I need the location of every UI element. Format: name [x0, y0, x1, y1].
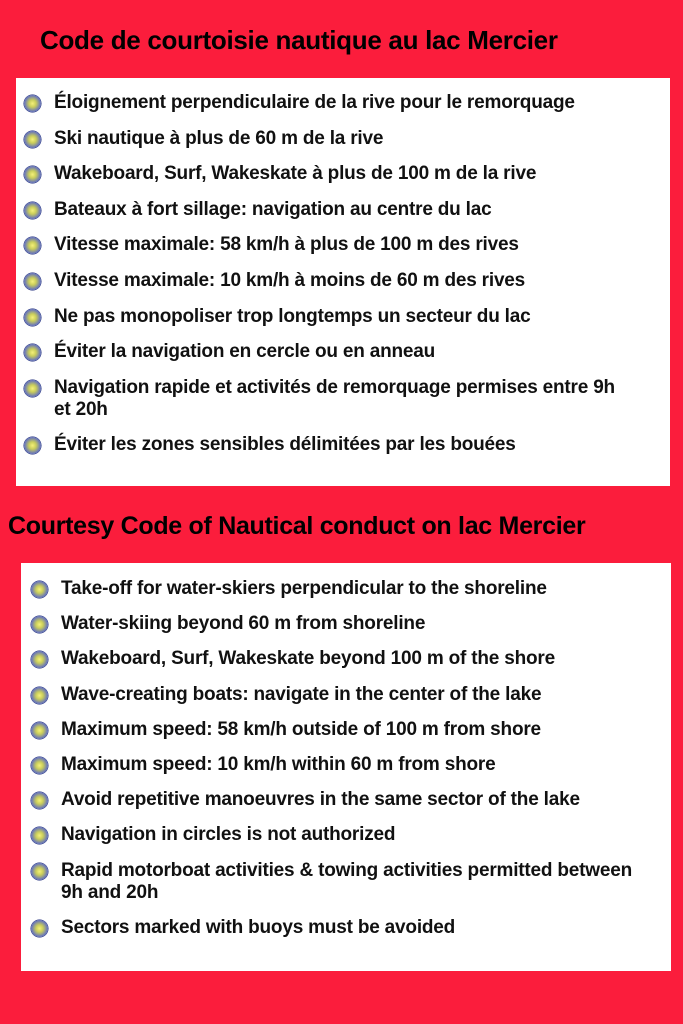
english-rules-list	[21, 563, 671, 939]
bullet-icon	[31, 863, 48, 880]
french-title: Code de courtoisie nautique au lac Mercier	[40, 25, 558, 55]
english-rule-item	[31, 754, 671, 776]
english-rule-item	[31, 789, 671, 811]
french-rule-text: Ne pas monopoliser trop longtemps un secteur du lac	[54, 305, 531, 327]
french-rule-item	[24, 270, 670, 292]
bullet-icon	[31, 616, 48, 633]
english-rule-text: Wave-creating boats: navigate in the center of the lake	[61, 683, 542, 705]
english-title: Courtesy Code of Nautical conduct on lac Mercier	[8, 512, 586, 540]
bullet-icon	[24, 166, 41, 183]
english-rule-text: Water-skiing beyond 60 m from shoreline	[61, 613, 426, 635]
bullet-icon	[24, 309, 41, 326]
english-rule-text: Maximum speed: 58 km/h outside of 100 m from shore	[61, 718, 541, 740]
french-rule-text: Vitesse maximale: 10 km/h à moins de 60 m des rives	[54, 269, 526, 291]
english-rule-text: Maximum speed: 10 km/h within 60 m from shore	[61, 753, 496, 775]
french-rule-text: Éviter les zones sensibles délimitées par les bouées	[54, 434, 516, 456]
bullet-icon	[31, 687, 48, 704]
bullet-icon	[24, 380, 41, 397]
bullet-icon	[31, 722, 48, 739]
french-rule-item	[24, 199, 670, 221]
bullet-icon	[31, 827, 48, 844]
english-rule-item	[31, 917, 671, 939]
french-rule-text: Wakeboard, Surf, Wakeskate à plus de 100 m de la rive	[54, 163, 537, 185]
bullet-icon	[24, 273, 41, 290]
french-rule-text: Éloignement perpendiculaire de la rive pour le remorquage	[54, 92, 575, 113]
french-rule-item	[24, 306, 670, 328]
english-rule-item	[31, 824, 671, 846]
french-rule-item	[24, 377, 670, 421]
french-rule-text: Bateaux à fort sillage: navigation au centre du lac	[54, 198, 492, 220]
french-rule-item	[24, 234, 670, 256]
french-rule-text: Éviter la navigation en cercle ou en anneau	[54, 341, 436, 363]
bullet-icon	[31, 920, 48, 937]
bullet-icon	[24, 344, 41, 361]
french-rule-item	[24, 92, 670, 114]
bullet-icon	[24, 437, 41, 454]
french-rule-item	[24, 434, 670, 456]
english-rule-text: Sectors marked with buoys must be avoided	[61, 916, 456, 938]
english-rule-text: Navigation in circles is not authorized	[61, 824, 396, 846]
english-rule-item	[31, 719, 671, 741]
french-rule-item	[24, 128, 670, 150]
french-rules-list	[16, 78, 670, 456]
french-rule-item	[24, 341, 670, 363]
bullet-icon	[31, 651, 48, 668]
french-rule-text: Navigation rapide et activités de remorquage permises entre 9h et 20h	[54, 376, 615, 420]
bullet-icon	[24, 95, 41, 112]
english-rule-item	[31, 578, 671, 600]
bullet-icon	[24, 131, 41, 148]
bullet-icon	[24, 202, 41, 219]
english-rule-item	[31, 684, 671, 706]
french-rule-item	[24, 163, 670, 185]
french-rule-text: Ski nautique à plus de 60 m de la rive	[54, 127, 384, 149]
french-rules-panel	[16, 78, 670, 486]
english-rule-item	[31, 648, 671, 670]
english-rule-item	[31, 613, 671, 635]
english-rule-item	[31, 860, 671, 904]
bullet-icon	[31, 581, 48, 598]
english-rules-panel	[21, 563, 671, 971]
bullet-icon	[31, 792, 48, 809]
english-rule-text: Rapid motorboat activities & towing activities permitted between 9h and 20h	[61, 859, 633, 903]
bullet-icon	[24, 237, 41, 254]
french-rule-text: Vitesse maximale: 58 km/h à plus de 100 m des rives	[54, 234, 519, 256]
english-rule-text: Take-off for water-skiers perpendicular to the shoreline	[61, 578, 547, 599]
english-rule-text: Wakeboard, Surf, Wakeskate beyond 100 m of the shore	[61, 648, 555, 670]
bullet-icon	[31, 757, 48, 774]
english-rule-text: Avoid repetitive manoeuvres in the same sector of the lake	[61, 789, 580, 811]
